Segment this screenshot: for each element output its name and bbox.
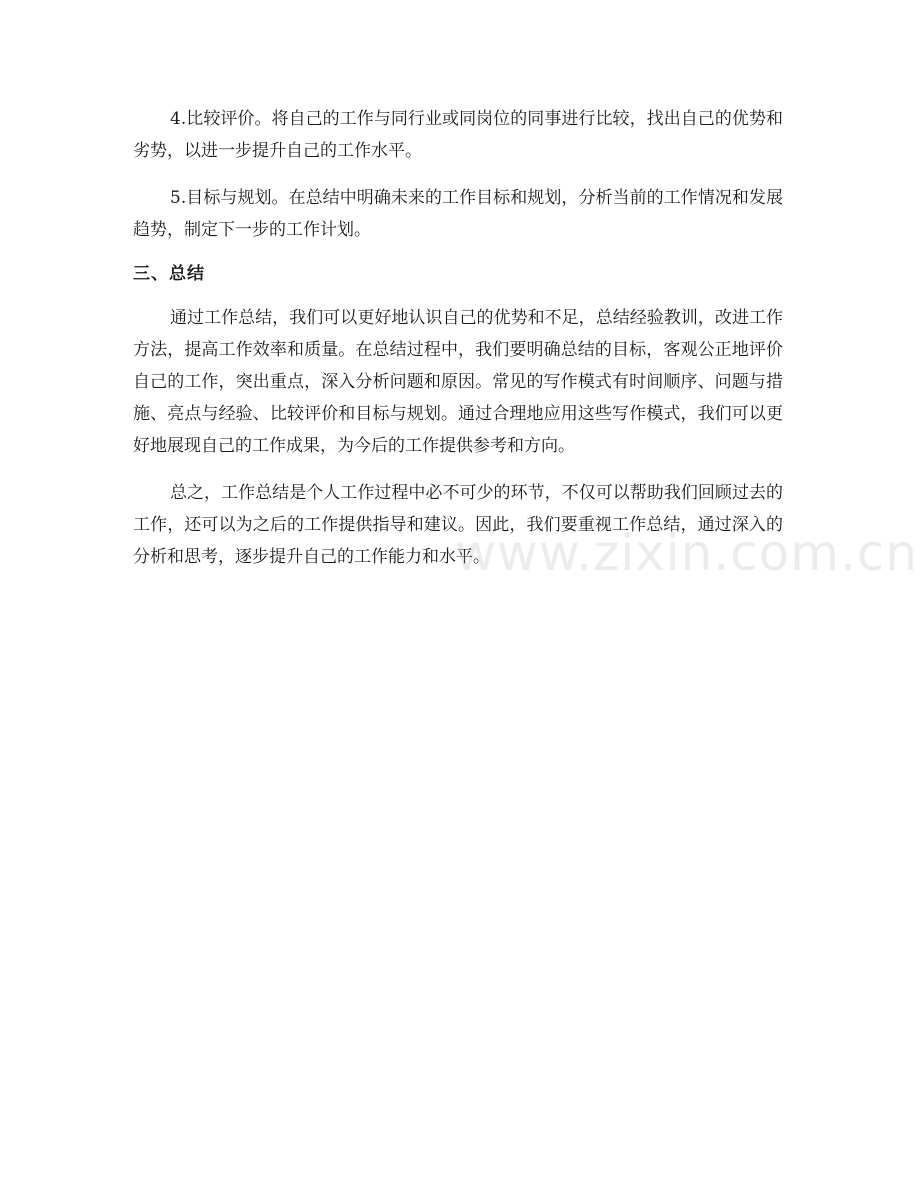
watermark: www.zixin.com.cn bbox=[455, 524, 919, 582]
paragraph-conclusion: 总之，工作总结是个人工作过程中必不可少的环节，不仅可以帮助我们回顾过去的工作，还可以为之后的工作提供指导和建议。因此，我们要重视工作总结，通过深入的分析和思考，逐步提升自己的工作能力和水平。 bbox=[133, 483, 783, 567]
paragraph-goals-planning: 5.目标与规划。在总结中明确未来的工作目标和规划，分析当前的工作情况和发展趋势，制定下一步的工作计划。 bbox=[133, 188, 783, 240]
document-body bbox=[133, 103, 783, 588]
section-heading-summary: 三、总结 bbox=[133, 264, 205, 284]
paragraph-summary-body: 通过工作总结，我们可以更好地认识自己的优势和不足，总结经验教训，改进工作方法，提高工作效率和质量。在总结过程中，我们要明确总结的目标，客观公正地评价自己的工作，突出重点，深入分析问题和原因。常见的写作模式有时间顺序、问题与措施、亮点与经验、比较评价和目标与规划。通过合理地应用这些写作模式，我们可以更好地展现自己的工作成果，为今后的工作提供参考和方向。 bbox=[133, 308, 783, 456]
paragraph-comparison-evaluation: 4.比较评价。将自己的工作与同行业或同岗位的同事进行比较，找出自己的优势和劣势，以进一步提升自己的工作水平。 bbox=[133, 109, 783, 161]
